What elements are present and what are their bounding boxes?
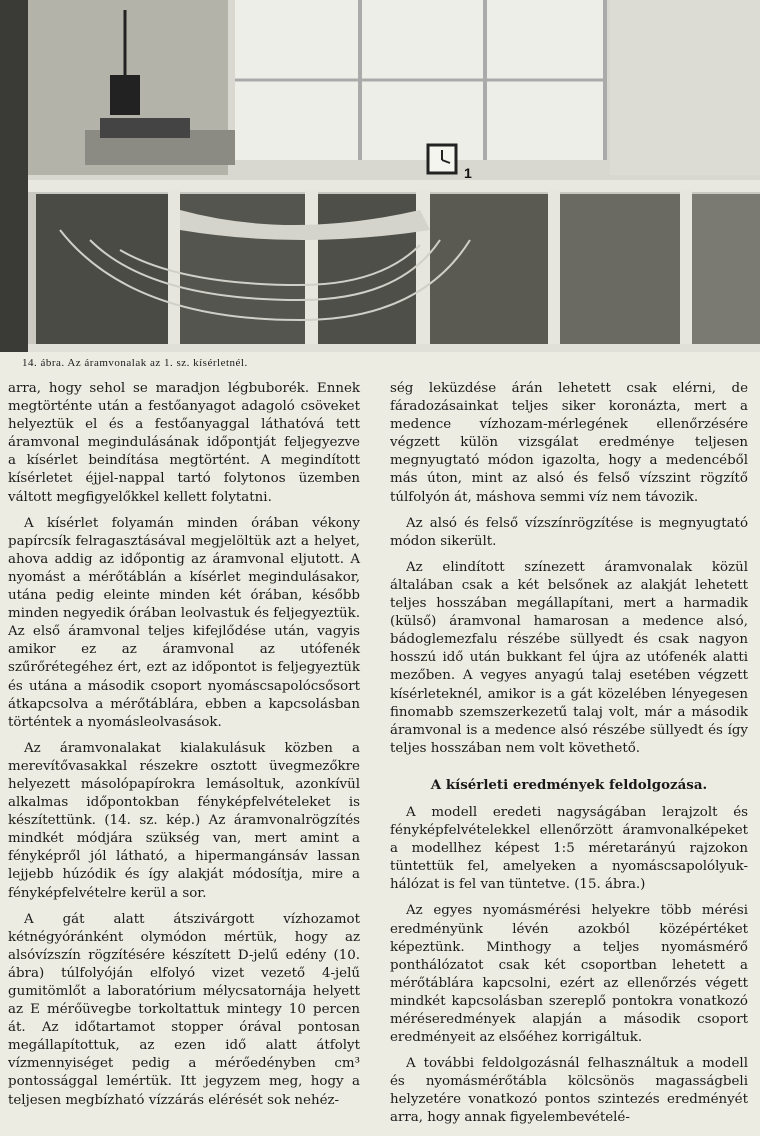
paragraph: Az alsó és felső vízszínrögzítése is megnyugtató módon sikerült. (390, 515, 748, 549)
right-column (390, 380, 748, 1136)
paragraph: Az egyes nyomásmérési helyekre több mérési eredményünk lévén azokból középértéket képeztünk. Minthogy a teljes nyomásmérő ponthálózatot csak két csoportban lehetett a mérőtáblára kapcsolni, ezért az ellenőrzés végett mindkét kapcsolásban szereplő pontokra vonatkozó méréseredmények alapján a második csoport eredményeit az elsőéhez korrigáltuk. (390, 903, 748, 1046)
figure-photo (0, 0, 760, 352)
figure-caption: 14. ábra. Az áramvonalak az 1. sz. kísérletnél. (22, 357, 248, 369)
figure-marker: 1 (464, 165, 472, 181)
paragraph: ség leküzdése árán lehetett csak elérni, de fáradozásainkat teljes siker koronázta, mert a medence vízhozam-mérlegének ellenőrzésére végzett külön vizsgálat eredménye teljesen megnyugtató módon igazolta, hogy a medencéből más úton, mint az alsó és felső vízszint rögzítő túlfolyón át, máshova semmi víz nem távozik. (390, 381, 748, 505)
experiment-photo (0, 0, 760, 352)
paragraph: A gát alatt átszivárgott vízhozamot kétnégyóránként olymódon mértük, hogy az alsóvízszín rögzítésére készített D-jelű edény (10. ábra) túlfolyóján elfolyó vizet vezető 4-jelű gumitömlőt a laboratórium mélycsatornája helyett az E mérőüvegbe torkoltattuk mintegy 10 percen át. Az időtartamot stopper órával pontosan megállapítottuk, az ezen idő alatt átfolyt vízmennyiséget pedig a mérőedényben cm³ pontossággal lemértük. Itt jegyzem meg, hogy a teljesen megbízható vízzárás elérését sok nehéz- (8, 911, 360, 1108)
section-heading: A kísérleti eredmények feldolgozása. (430, 776, 708, 793)
paragraph: Az áramvonalakat kialakulásuk közben a merevítővasakkal részekre osztott üvegmezőkre helyezett másolópapírokra lemásoltuk, azonkívül alkalmas időpontokban fényképfelvételeket is készítettünk. (14. sz. kép.) Az áramvonalrögzítés mindkét módjára szükség van, mert amint a fényképről jól látható, a hipermangánsáv lassan lejjebb húzódik és így alakját módosítja, mire a fényképfelvételre kerül a sor. (8, 740, 360, 901)
paragraph: A további feldolgozásnál felhasználtuk a modell és nyomásmérőtábla kölcsönös magasságbeli helyzetére vonatkozó pontos szintezés eredményét arra, hogy annak figyelembevételé- (390, 1056, 748, 1126)
paragraph: Az elindított színezett áramvonalak közül általában csak a két belsőnek az alakját lehetett teljes hosszában megállapítani, mert a harmadik (külső) áramvonal hamarosan a medence alsó, bádoglemezfalu részébe süllyedt és csak nagyon hosszú idő után bukkant fel újra az utófenék alatti mezőben. A vegyes anyagú talaj esetében végzett kísérleteknél, amikor is a gát közelében lényegesen finomabb szemszerkezetű talaj volt, már a második áramvonal is a medence alsó részébe süllyedt és így teljes hosszában nem volt követhető. (390, 559, 748, 756)
left-column (8, 380, 360, 1118)
paragraph: A modell eredeti nagyságában lerajzolt és fényképfelvételekkel ellenőrzött áramvonalképeket a modellhez képest 1:5 méretarányú rajzokon tüntettük fel, amelyeken a nyomáscsapolólyuk-hálózat is fel van tüntetve. (15. ábra.) (390, 804, 748, 893)
paragraph: arra, hogy sehol se maradjon légbuborék. Ennek megtörténte után a festőanyagot adagoló csöveket helyeztük el és a festőanyaggal láthatóvá tett áramvonal megindulásának időpontját feljegyezve a kísérlet beindítása megtörtént. A megindított kísérletet éjjel-nappal tartó folytonos üzemben váltott megfigyelőkkel kellett folytatni. (8, 381, 360, 505)
paragraph: A kísérlet folyamán minden órában vékony papírcsík felragasztásával megjelöltük azt a helyet, ahova addig az időpontig az áramvonal eljutott. A nyomást a mérőtáblán a kísérlet megindulásakor, utána pedig eleinte minden két órában, később minden negyedik órában leolvastuk és feljegyeztük. Az első áramvonal teljes kifejlődése után, vagyis amikor ez az áramvonal az utófenék szűrőrétegéhez ért, ezt az időpontot is feljegyeztük és utána a második csoport nyomáscsapolócsősort átkapcsolva a mérőtáblára, ebben a kapcsolásban történtek a nyomásleolvasások. (8, 515, 360, 730)
